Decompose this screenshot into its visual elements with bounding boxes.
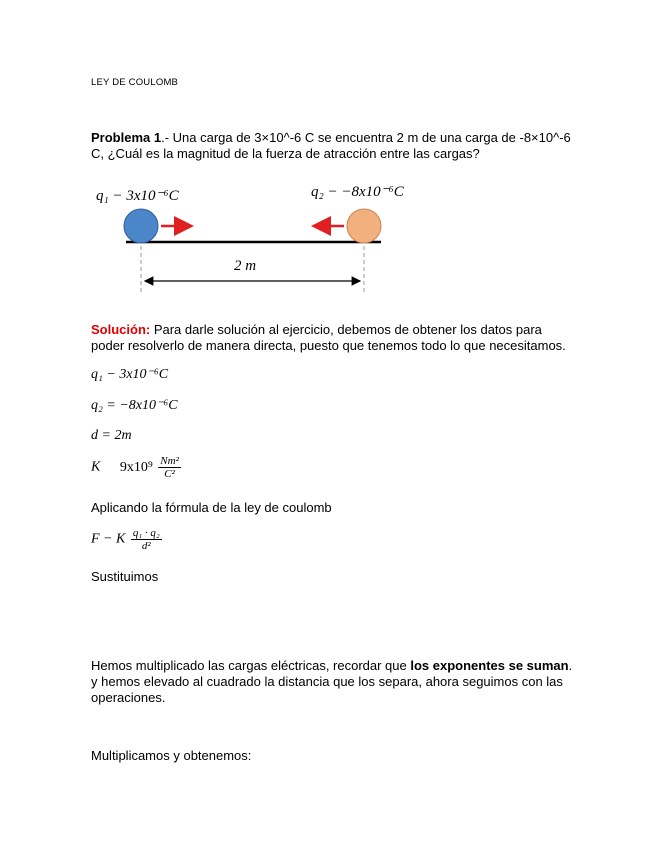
explain-part2: . y hemos elevado al cuadrado la distancia que los separa, ahora seguimos con las operaciones. — [91, 658, 573, 705]
solution-text: Para darle solución al ejercicio, debemos de obtener los datos para poder resolverlo de manera directa, puesto que tenemos todo lo que necesitamos. — [91, 322, 566, 353]
charges-figure — [91, 180, 431, 300]
problem-label: Problema 1 — [91, 130, 162, 145]
explain-part1: Hemos multiplicado las cargas eléctricas, recordar que — [91, 658, 411, 673]
value-q1: q₁ − 3x10⁻⁶C — [91, 367, 169, 382]
substitute-text: Sustituimos — [91, 569, 159, 584]
formula-den: d² — [141, 540, 151, 552]
formula-lhs: F − K — [91, 531, 126, 547]
value-q2: q₂ = −8x10⁻⁶C — [91, 398, 178, 413]
q1-label: q₁ − 3x10⁻⁶C — [96, 188, 179, 204]
problem-text: .- Una carga de 3×10^-6 C se encuentra 2 m de una carga de -8×10^-6 C, ¿Cuál es la magnitud de la fuerza de atracción entre las cargas? — [91, 130, 571, 161]
solution-label: Solución: — [91, 322, 151, 337]
coulomb-formula — [91, 527, 162, 552]
formula-fraction — [131, 527, 162, 552]
solution-paragraph — [91, 322, 576, 354]
distance-label: 2 m — [234, 258, 257, 274]
value-d: d = 2m — [91, 428, 132, 443]
explanation-paragraph — [91, 658, 576, 706]
k-units-num: Nm² — [160, 455, 179, 467]
charge-q1-sphere — [124, 209, 158, 243]
value-k — [91, 455, 181, 480]
k-value: 9x10⁹ — [119, 459, 153, 475]
document-header: LEY DE COULOMB — [91, 77, 179, 88]
multiply-text: Multiplicamos y obtenemos: — [91, 748, 252, 763]
problem-statement — [91, 130, 576, 162]
k-units-fraction — [158, 455, 181, 480]
k-units-den: C² — [164, 468, 175, 480]
explain-bold: los exponentes se suman — [410, 658, 569, 673]
formula-num: q₁ · q₂ — [132, 527, 160, 539]
k-symbol: K — [91, 459, 101, 475]
formula-intro: Aplicando la fórmula de la ley de coulomb — [91, 500, 332, 515]
charge-q2-sphere — [347, 209, 381, 243]
q2-label: q₂ − −8x10⁻⁶C — [311, 184, 404, 200]
